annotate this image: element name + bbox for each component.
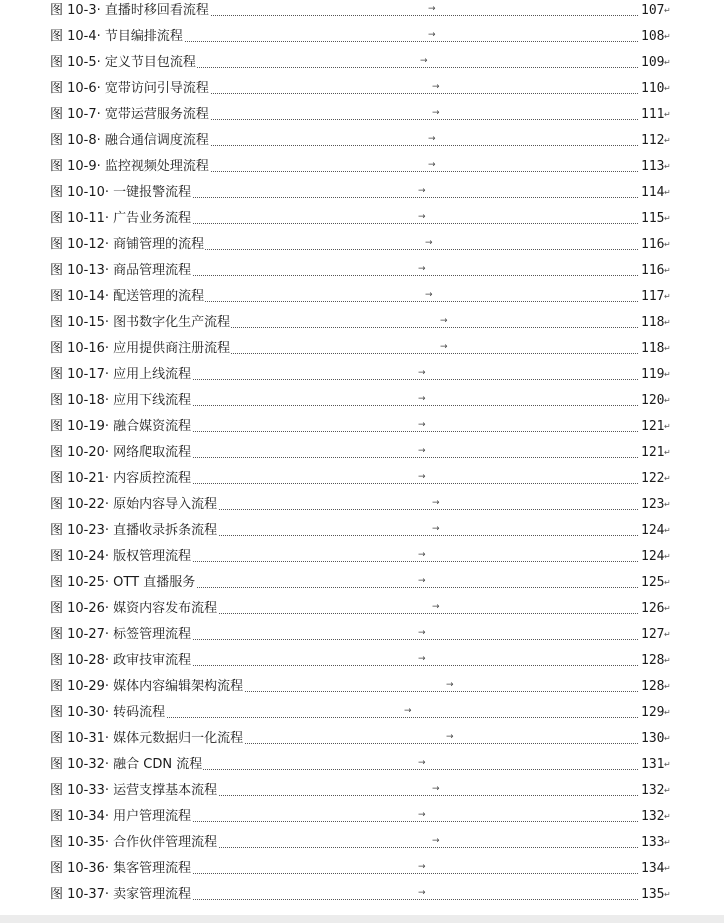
tab-arrow-icon: →: [428, 30, 436, 40]
paragraph-mark-icon: ↵: [664, 734, 671, 743]
tab-arrow-icon: →: [418, 576, 426, 586]
toc-entry-label: 图 10-29· 媒体内容编辑架构流程: [50, 679, 244, 694]
tab-arrow-icon: →: [428, 4, 436, 14]
toc-entry[interactable]: [0, 884, 724, 910]
tab-arrow-icon: →: [446, 680, 454, 690]
paragraph-mark-icon: ↵: [664, 630, 671, 639]
toc-entry-page: 110: [641, 81, 665, 96]
toc-entry-page: 122: [641, 471, 665, 486]
toc-entry-page: 119: [641, 367, 665, 382]
paragraph-mark-icon: ↵: [664, 760, 671, 769]
tab-arrow-icon: →: [420, 56, 428, 66]
toc-entry[interactable]: [0, 26, 724, 52]
toc-entry-label: 图 10-36· 集客管理流程: [50, 861, 192, 876]
toc-entry-label: 图 10-10· 一键报警流程: [50, 185, 192, 200]
toc-entry-label: 图 10-18· 应用下线流程: [50, 393, 192, 408]
paragraph-mark-icon: ↵: [664, 318, 671, 327]
toc-entry-page: 124: [641, 523, 665, 538]
toc-entry[interactable]: [0, 130, 724, 156]
paragraph-mark-icon: ↵: [664, 708, 671, 717]
toc-entry[interactable]: [0, 0, 724, 26]
toc-entry[interactable]: [0, 260, 724, 286]
toc-entry[interactable]: [0, 286, 724, 312]
toc-entry[interactable]: [0, 624, 724, 650]
toc-entry[interactable]: [0, 572, 724, 598]
toc-entry[interactable]: [0, 650, 724, 676]
toc-entry[interactable]: [0, 312, 724, 338]
toc-entry[interactable]: [0, 520, 724, 546]
paragraph-mark-icon: ↵: [664, 396, 671, 405]
page-bottom-edge: [0, 915, 724, 923]
paragraph-mark-icon: ↵: [664, 136, 671, 145]
toc-entry-page: 116: [641, 263, 665, 278]
toc-entry-page: 113: [641, 159, 665, 174]
toc-entry-label: 图 10-5· 定义节目包流程: [50, 55, 196, 70]
toc-entry[interactable]: [0, 52, 724, 78]
toc-entry[interactable]: [0, 702, 724, 728]
tab-arrow-icon: →: [404, 706, 412, 716]
paragraph-mark-icon: ↵: [664, 656, 671, 665]
paragraph-mark-icon: ↵: [664, 474, 671, 483]
toc-entry-label: 图 10-24· 版权管理流程: [50, 549, 192, 564]
toc-entry[interactable]: [0, 78, 724, 104]
tab-arrow-icon: →: [432, 498, 440, 508]
toc-entry[interactable]: [0, 858, 724, 884]
toc-entry-label: 图 10-28· 政审技审流程: [50, 653, 192, 668]
toc-entry-page: 123: [641, 497, 665, 512]
paragraph-mark-icon: ↵: [664, 370, 671, 379]
paragraph-mark-icon: ↵: [664, 110, 671, 119]
toc-entry-page: 117: [641, 289, 665, 304]
tab-arrow-icon: →: [418, 654, 426, 664]
tab-arrow-icon: →: [428, 134, 436, 144]
toc-entry-label: 图 10-27· 标签管理流程: [50, 627, 192, 642]
toc-entry-page: 133: [641, 835, 665, 850]
toc-entry-page: 125: [641, 575, 665, 590]
toc-entry[interactable]: [0, 338, 724, 364]
toc-entry-label: 图 10-14· 配送管理的流程: [50, 289, 205, 304]
paragraph-mark-icon: ↵: [664, 240, 671, 249]
toc-entry-page: 111: [641, 107, 665, 122]
paragraph-mark-icon: ↵: [664, 812, 671, 821]
toc-entry-page: 130: [641, 731, 665, 746]
toc-entry-label: 图 10-7· 宽带运营服务流程: [50, 107, 209, 122]
toc-entry-label: 图 10-17· 应用上线流程: [50, 367, 192, 382]
toc-entry-label: 图 10-21· 内容质控流程: [50, 471, 192, 486]
tab-arrow-icon: →: [432, 82, 440, 92]
tab-arrow-icon: →: [418, 628, 426, 638]
paragraph-mark-icon: ↵: [664, 552, 671, 561]
tab-arrow-icon: →: [418, 810, 426, 820]
toc-entry-label: 图 10-20· 网络爬取流程: [50, 445, 192, 460]
paragraph-mark-icon: ↵: [664, 526, 671, 535]
toc-entry-page: 114: [641, 185, 665, 200]
toc-entry-label: 图 10-22· 原始内容导入流程: [50, 497, 218, 512]
paragraph-mark-icon: ↵: [664, 266, 671, 275]
toc-entry[interactable]: [0, 806, 724, 832]
paragraph-mark-icon: ↵: [664, 578, 671, 587]
toc-entry[interactable]: [0, 156, 724, 182]
toc-entry[interactable]: [0, 364, 724, 390]
toc-entry-page: 116: [641, 237, 665, 252]
toc-entry-page: 124: [641, 549, 665, 564]
toc-entry-page: 121: [641, 445, 665, 460]
paragraph-mark-icon: ↵: [664, 6, 671, 15]
paragraph-mark-icon: ↵: [664, 500, 671, 509]
tab-arrow-icon: →: [418, 550, 426, 560]
toc-entry[interactable]: [0, 390, 724, 416]
tab-arrow-icon: →: [428, 160, 436, 170]
paragraph-mark-icon: ↵: [664, 32, 671, 41]
toc-entry-label: 图 10-8· 融合通信调度流程: [50, 133, 209, 148]
toc-entry[interactable]: [0, 104, 724, 130]
paragraph-mark-icon: ↵: [664, 448, 671, 457]
toc-entry[interactable]: [0, 676, 724, 702]
tab-arrow-icon: →: [418, 420, 426, 430]
toc-entry[interactable]: [0, 442, 724, 468]
paragraph-mark-icon: ↵: [664, 344, 671, 353]
tab-arrow-icon: →: [432, 836, 440, 846]
tab-arrow-icon: →: [432, 602, 440, 612]
toc-entry-label: 图 10-23· 直播收录拆条流程: [50, 523, 218, 538]
tab-arrow-icon: →: [418, 472, 426, 482]
toc-entry-page: 129: [641, 705, 665, 720]
toc-entry[interactable]: [0, 468, 724, 494]
toc-entry[interactable]: [0, 416, 724, 442]
toc-entry[interactable]: [0, 182, 724, 208]
toc-entry-label: 图 10-33· 运营支撑基本流程: [50, 783, 218, 798]
tab-arrow-icon: →: [418, 212, 426, 222]
tab-arrow-icon: →: [432, 524, 440, 534]
paragraph-mark-icon: ↵: [664, 162, 671, 171]
toc-entry-page: 115: [641, 211, 665, 226]
paragraph-mark-icon: ↵: [664, 422, 671, 431]
toc-entry-label: 图 10-35· 合作伙伴管理流程: [50, 835, 218, 850]
paragraph-mark-icon: ↵: [664, 292, 671, 301]
toc-entry[interactable]: [0, 208, 724, 234]
paragraph-mark-icon: ↵: [664, 84, 671, 93]
tab-arrow-icon: →: [418, 758, 426, 768]
tab-arrow-icon: →: [418, 186, 426, 196]
toc-entry-page: 120: [641, 393, 665, 408]
toc-entry-page: 126: [641, 601, 665, 616]
toc-entry-label: 图 10-12· 商铺管理的流程: [50, 237, 205, 252]
tab-arrow-icon: →: [418, 446, 426, 456]
paragraph-mark-icon: ↵: [664, 890, 671, 899]
toc-entry-page: 132: [641, 809, 665, 824]
tab-arrow-icon: →: [418, 862, 426, 872]
toc-entry-page: 118: [641, 315, 665, 330]
toc-entry[interactable]: [0, 546, 724, 572]
toc-entry-page: 131: [641, 757, 665, 772]
paragraph-mark-icon: ↵: [664, 214, 671, 223]
toc-entry-label: 图 10-15· 图书数字化生产流程: [50, 315, 231, 330]
toc-entry-page: 132: [641, 783, 665, 798]
toc-entry-label: 图 10-3· 直播时移回看流程: [50, 3, 209, 18]
toc-entry-page: 127: [641, 627, 665, 642]
toc-entry-label: 图 10-6· 宽带访问引导流程: [50, 81, 209, 96]
toc-entry-label: 图 10-30· 转码流程: [50, 705, 166, 720]
paragraph-mark-icon: ↵: [664, 864, 671, 873]
toc-entry-label: 图 10-19· 融合媒资流程: [50, 419, 192, 434]
paragraph-mark-icon: ↵: [664, 838, 671, 847]
tab-arrow-icon: →: [418, 368, 426, 378]
toc-entry-page: 121: [641, 419, 665, 434]
toc-entry-page: 112: [641, 133, 665, 148]
toc-entry-page: 108: [641, 29, 665, 44]
toc-entry[interactable]: [0, 754, 724, 780]
tab-arrow-icon: →: [418, 394, 426, 404]
toc-entry-label: 图 10-4· 节目编排流程: [50, 29, 183, 44]
tab-arrow-icon: →: [425, 290, 433, 300]
toc-entry-page: 128: [641, 653, 665, 668]
tab-arrow-icon: →: [440, 316, 448, 326]
tab-arrow-icon: →: [418, 888, 426, 898]
toc-entry-label: 图 10-32· 融合 CDN 流程: [50, 757, 203, 772]
tab-arrow-icon: →: [425, 238, 433, 248]
paragraph-mark-icon: ↵: [664, 188, 671, 197]
toc-entry-label: 图 10-9· 监控视频处理流程: [50, 159, 209, 174]
toc-entry-page: 134: [641, 861, 665, 876]
paragraph-mark-icon: ↵: [664, 604, 671, 613]
toc-entry[interactable]: [0, 494, 724, 520]
tab-arrow-icon: →: [440, 342, 448, 352]
toc-entry[interactable]: [0, 780, 724, 806]
toc-entry[interactable]: [0, 832, 724, 858]
tab-arrow-icon: →: [418, 264, 426, 274]
paragraph-mark-icon: ↵: [664, 58, 671, 67]
toc-entry-label: 图 10-25· OTT 直播服务: [50, 575, 196, 590]
toc-entry-label: 图 10-13· 商品管理流程: [50, 263, 192, 278]
toc-entry-page: 107: [641, 3, 665, 18]
toc-entry-page: 128: [641, 679, 665, 694]
toc-entry[interactable]: [0, 598, 724, 624]
toc-entry-page: 109: [641, 55, 665, 70]
toc-entry-page: 118: [641, 341, 665, 356]
tab-arrow-icon: →: [432, 108, 440, 118]
toc-entry-label: 图 10-31· 媒体元数据归一化流程: [50, 731, 244, 746]
toc-entry-label: 图 10-16· 应用提供商注册流程: [50, 341, 231, 356]
toc-entry[interactable]: [0, 234, 724, 260]
paragraph-mark-icon: ↵: [664, 682, 671, 691]
paragraph-mark-icon: ↵: [664, 786, 671, 795]
tab-arrow-icon: →: [432, 784, 440, 794]
toc-entry-label: 图 10-26· 媒资内容发布流程: [50, 601, 218, 616]
toc-entry-label: 图 10-11· 广告业务流程: [50, 211, 192, 226]
toc-entry[interactable]: [0, 728, 724, 754]
toc-entry-label: 图 10-37· 卖家管理流程: [50, 887, 192, 902]
toc-entry-label: 图 10-34· 用户管理流程: [50, 809, 192, 824]
tab-arrow-icon: →: [446, 732, 454, 742]
toc-entry-page: 135: [641, 887, 665, 902]
